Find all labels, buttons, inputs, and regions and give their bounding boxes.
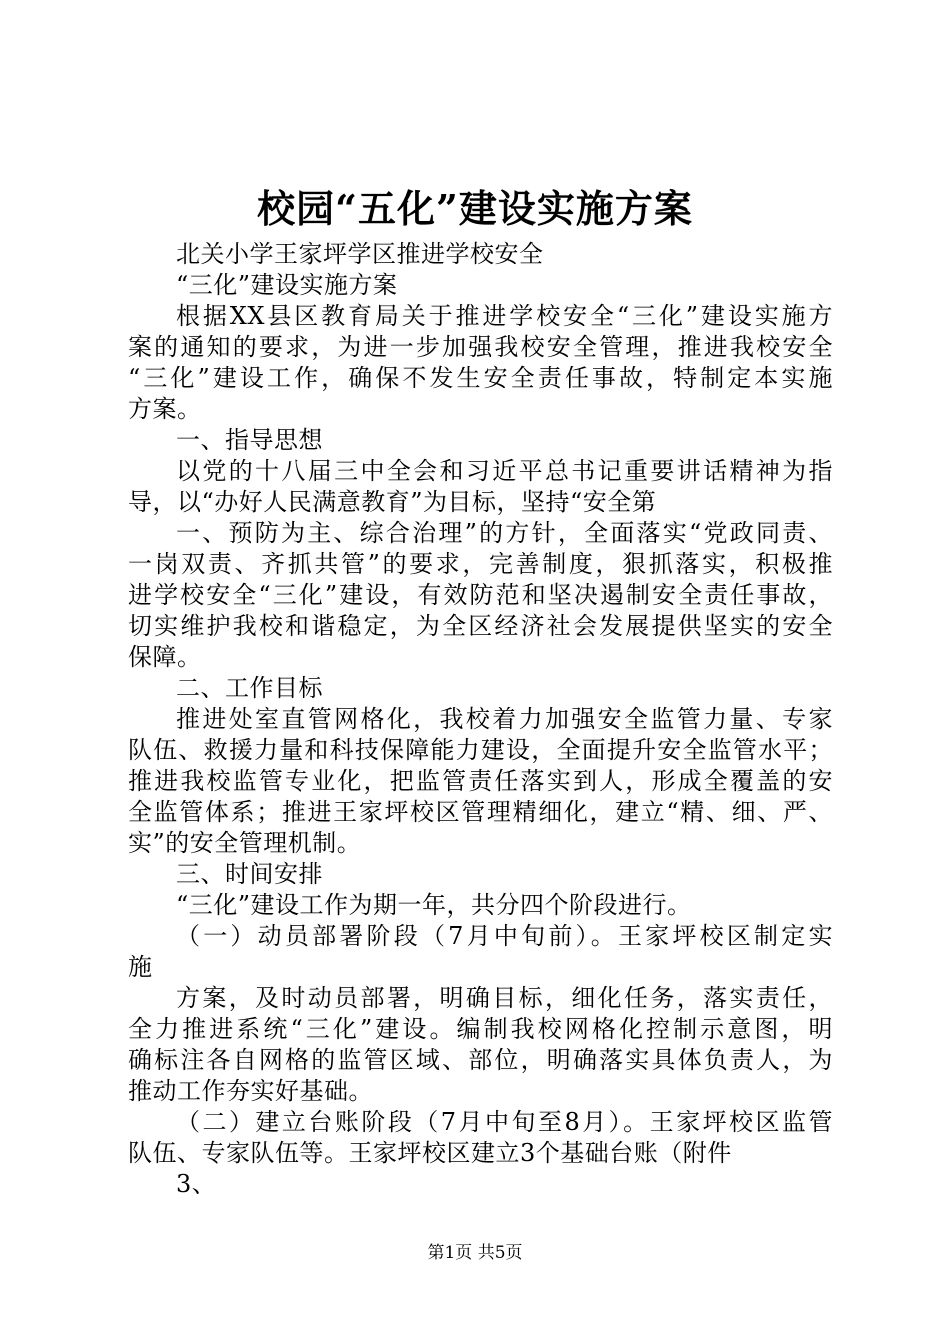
text-line: 确标注各自网格的监管区域、部位，明确落实具体负责人，为 — [128, 1046, 833, 1074]
text-line: 保障。 — [128, 643, 202, 671]
text-line: 根据XX县区教育局关于推进学校安全“三化”建设实施方 — [176, 302, 833, 330]
text-line: 全力推进系统“三化”建设。编制我校网格化控制示意图，明 — [128, 1015, 833, 1043]
text-line: “三化”建设实施方案 — [176, 271, 398, 299]
text-line: 切实维护我校和谐稳定，为全区经济社会发展提供坚实的安全 — [128, 612, 833, 640]
document-title: 校园“五化”建设实施方案 — [257, 186, 693, 231]
text-line: 方案，及时动员部署，明确目标，细化任务，落实责任， — [176, 984, 833, 1012]
text-line: 方案。 — [128, 395, 202, 423]
text-line: 一岗双责、齐抓共管”的要求，完善制度，狠抓落实，积极推 — [128, 550, 833, 578]
text-line: 队伍、专家队伍等。王家坪校区建立3个基础台账（附件 — [128, 1139, 732, 1167]
text-line: （一）动员部署阶段（7月中旬前）。王家坪校区制定实 — [176, 922, 833, 950]
text-line: 推进我校监管专业化，把监管责任落实到人，形成全覆盖的安 — [128, 767, 833, 795]
text-line: 导，以“办好人民满意教育”为目标，坚持“安全第 — [128, 488, 657, 516]
text-line: “三化”建设工作为期一年，共分四个阶段进行。 — [176, 891, 692, 919]
document-body — [128, 239, 833, 1200]
text-line: 进学校安全“三化”建设，有效防范和坚决遏制安全责任事故， — [128, 581, 833, 609]
text-line: 一、预防为主、综合治理”的方针，全面落实“党政同责、 — [176, 519, 833, 547]
text-line: 北关小学王家坪学区推进学校安全 — [176, 240, 544, 268]
text-line: 推进处室直管网格化，我校着力加强安全监管力量、专家 — [176, 705, 833, 733]
text-line: 全监管体系；推进王家坪校区管理精细化，建立“精、细、严、 — [128, 798, 833, 826]
text-line: 实”的安全管理机制。 — [128, 829, 362, 857]
text-line: 案的通知的要求，为进一步加强我校安全管理，推进我校安全 — [128, 333, 833, 361]
text-line: 二、工作目标 — [176, 674, 323, 702]
text-line: 推动工作夯实好基础。 — [128, 1077, 373, 1105]
text-line: “三化”建设工作，确保不发生安全责任事故，特制定本实施 — [128, 364, 833, 392]
text-line: 一、指导思想 — [176, 426, 323, 454]
page-number-footer: 第1页 共5页 — [427, 1243, 523, 1263]
text-line: 施 — [128, 953, 153, 981]
text-line: 三、时间安排 — [176, 860, 323, 888]
text-line: 3、 — [176, 1170, 217, 1198]
text-line: （二）建立台账阶段（7月中旬至8月）。王家坪校区监管 — [176, 1108, 833, 1136]
text-line: 以党的十八届三中全会和习近平总书记重要讲话精神为指 — [176, 457, 833, 485]
text-line: 队伍、救援力量和科技保障能力建设，全面提升安全监管水平； — [128, 736, 833, 764]
